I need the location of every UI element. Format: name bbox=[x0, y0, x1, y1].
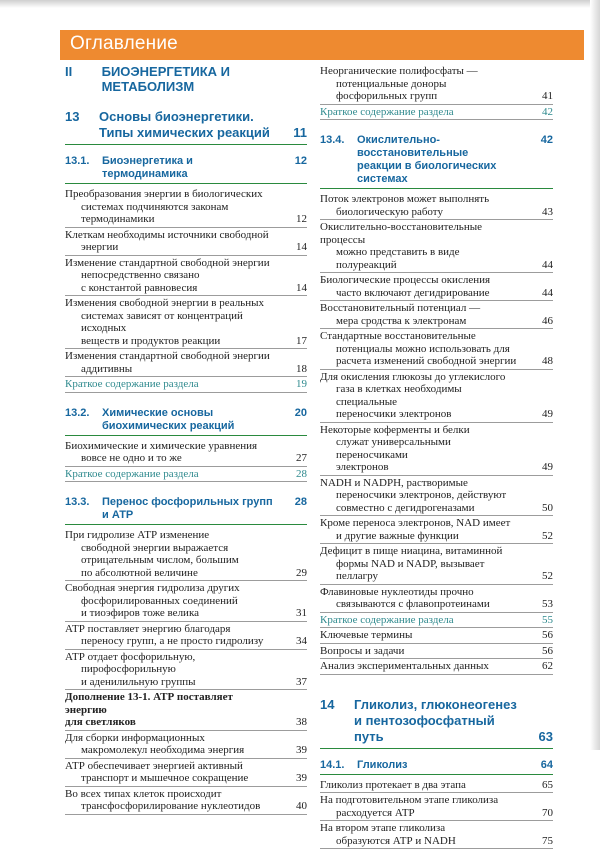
toc-entry[interactable] bbox=[320, 659, 553, 675]
entry-page: 75 bbox=[527, 835, 553, 848]
toc-entry[interactable] bbox=[320, 301, 553, 329]
section-title bbox=[102, 407, 279, 433]
entry-text bbox=[65, 788, 281, 813]
section-14-1-heading[interactable] bbox=[320, 759, 553, 775]
section-page: 12 bbox=[295, 155, 307, 168]
entry-text bbox=[320, 424, 527, 474]
entry-line: расходуется АТР bbox=[320, 807, 519, 820]
section-summary-link[interactable] bbox=[320, 105, 553, 121]
entry-text bbox=[65, 350, 281, 375]
entry-line: аддитивны bbox=[65, 363, 273, 376]
section-page: 42 bbox=[541, 134, 553, 147]
page-right-shadow bbox=[590, 0, 600, 750]
entry-text bbox=[65, 651, 281, 689]
toc-entry[interactable] bbox=[320, 370, 553, 423]
entry-line: служат универсальными переносчиками bbox=[320, 436, 519, 461]
entry-text bbox=[320, 794, 527, 819]
entry-line: свободной энергии выражается bbox=[65, 542, 273, 555]
entry-line: с константой равновесия bbox=[65, 282, 273, 295]
entry-line: и другие важные функции bbox=[320, 530, 519, 543]
entry-page: 56 bbox=[527, 645, 553, 658]
entry-line: Поток электронов может выполнять bbox=[320, 193, 519, 206]
summary-page: 28 bbox=[281, 468, 307, 481]
toc-entry[interactable] bbox=[320, 476, 553, 517]
entry-line: по абсолютной величине bbox=[65, 567, 273, 580]
section-13-2-heading[interactable] bbox=[65, 407, 307, 436]
chapter-page: 11 bbox=[293, 125, 307, 140]
entry-text bbox=[320, 65, 527, 103]
entry-line: Ключевые термины bbox=[320, 629, 519, 642]
entry-line: часто включают дегидрирование bbox=[320, 287, 519, 300]
toc-entry[interactable] bbox=[65, 581, 307, 622]
entry-text bbox=[320, 371, 527, 421]
entry-text bbox=[320, 477, 527, 515]
entry-line: NADH и NADPH, растворимые bbox=[320, 477, 519, 490]
entry-line: расчета изменений свободной энергии bbox=[320, 355, 519, 368]
entry-line: Биологические процессы окисления bbox=[320, 274, 519, 287]
summary-page: 19 bbox=[281, 378, 307, 391]
entry-line: непосредственно связано bbox=[65, 269, 273, 282]
entry-page: 48 bbox=[527, 355, 553, 368]
entry-line: На втором этапе гликолиза bbox=[320, 822, 519, 835]
entry-line: Во всех типах клеток происходит bbox=[65, 788, 273, 801]
entry-text bbox=[65, 760, 281, 785]
chapter-number: 14 bbox=[320, 697, 334, 712]
entry-line: газа в клетках необходимы специальные bbox=[320, 383, 519, 408]
entry-line: потенциальные доноры bbox=[320, 78, 519, 91]
part-heading[interactable] bbox=[65, 64, 307, 94]
entry-line: Для окисления глюкозы до углекислого bbox=[320, 371, 519, 384]
box-13-1-entry bbox=[65, 690, 307, 731]
entry-page: 41 bbox=[527, 90, 553, 103]
entry-page: 39 bbox=[281, 772, 307, 785]
entry-page: 27 bbox=[281, 452, 307, 465]
entry-page: 52 bbox=[527, 570, 553, 583]
entry-line: фосфорильных групп bbox=[320, 90, 519, 103]
entry-line: системах зависят от концентраций исходных bbox=[65, 310, 273, 335]
chapter-title bbox=[354, 697, 521, 745]
entry-line: системах подчиняются законам bbox=[65, 201, 273, 214]
summary-label: Краткое содержание раздела bbox=[65, 468, 281, 481]
entry-page: 38 bbox=[281, 716, 307, 729]
section-title bbox=[357, 134, 525, 186]
toc-entry[interactable] bbox=[65, 528, 307, 581]
toc-entry[interactable] bbox=[320, 821, 553, 849]
entry-page: 39 bbox=[281, 744, 307, 757]
entry-line: Восстановительный потенциал — bbox=[320, 302, 519, 315]
entry-text bbox=[320, 221, 527, 271]
chapter-title-line: и пентозофосфатный путь bbox=[354, 713, 521, 745]
chapter-title bbox=[99, 109, 275, 141]
entry-text bbox=[320, 330, 527, 368]
entry-page: 14 bbox=[281, 241, 307, 254]
toc-entry[interactable] bbox=[65, 439, 307, 467]
section-number: 14.1. bbox=[320, 759, 344, 772]
entry-text bbox=[320, 302, 527, 327]
entry-line: можно представить в виде полуреакций bbox=[320, 246, 519, 271]
entry-line: Вопросы и задачи bbox=[320, 645, 519, 658]
entry-line: трансфосфорилирование нуклеотидов bbox=[65, 800, 273, 813]
entry-page: 65 bbox=[527, 779, 553, 792]
entry-page: 14 bbox=[281, 282, 307, 295]
entry-line: На подготовительном этапе гликолиза bbox=[320, 794, 519, 807]
section-summary-link[interactable] bbox=[320, 613, 553, 629]
entry-line: транспорт и мышечное сокращение bbox=[65, 772, 273, 785]
section-number: 13.4. bbox=[320, 134, 344, 147]
entry-line: Изменения свободной энергии в реальных bbox=[65, 297, 273, 310]
entry-text bbox=[320, 193, 527, 218]
toc-entry[interactable] bbox=[320, 516, 553, 544]
entry-line: Стандартные восстановительные bbox=[320, 330, 519, 343]
entry-text bbox=[320, 660, 527, 673]
section-title-line: Химические основы bbox=[102, 407, 279, 420]
toc-entry[interactable] bbox=[65, 228, 307, 256]
entry-line: пирофосфорильную bbox=[65, 663, 273, 676]
entry-line: термодинамики bbox=[65, 213, 273, 226]
entry-text bbox=[320, 645, 527, 658]
toc-entry[interactable] bbox=[320, 628, 553, 644]
entry-line: фосфорилированных соединений bbox=[65, 595, 273, 608]
toc-entry[interactable] bbox=[320, 644, 553, 660]
toc-entry[interactable] bbox=[320, 585, 553, 613]
chapter-title-line: Основы биоэнергетики. bbox=[99, 109, 275, 125]
section-14-1-entries bbox=[320, 778, 553, 849]
entry-text bbox=[65, 582, 281, 620]
entry-line: Гликолиз протекает в два этапа bbox=[320, 779, 519, 792]
section-13-3-entries-continued bbox=[65, 731, 307, 815]
entry-text bbox=[65, 297, 281, 347]
entry-line: переносу групп, а не просто гидролизу bbox=[65, 635, 273, 648]
chapter-13-heading[interactable] bbox=[65, 109, 307, 145]
entry-page: 37 bbox=[281, 676, 307, 689]
entry-text bbox=[65, 440, 281, 465]
entry-line: Некоторые коферменты и белки bbox=[320, 424, 519, 437]
entry-line: переносчики электронов bbox=[320, 408, 519, 421]
entry-text bbox=[320, 629, 527, 642]
entry-text bbox=[65, 691, 281, 729]
entry-page: 52 bbox=[527, 530, 553, 543]
toc-entry[interactable] bbox=[65, 787, 307, 815]
entry-text bbox=[65, 732, 281, 757]
section-number: 13.1. bbox=[65, 155, 89, 168]
toc-entry[interactable] bbox=[65, 256, 307, 297]
chapter-page: 63 bbox=[539, 729, 553, 744]
entry-line: энергии bbox=[65, 241, 273, 254]
entry-line: Свободная энергия гидролиза других bbox=[65, 582, 273, 595]
toc-entry[interactable] bbox=[65, 349, 307, 377]
entry-line: Для сборки информационных bbox=[65, 732, 273, 745]
section-13-4-entries bbox=[320, 192, 553, 613]
entry-line: веществ и продуктов реакции bbox=[65, 335, 273, 348]
section-title-line: Окислительно-восстановительные bbox=[357, 134, 525, 160]
section-title: Гликолиз bbox=[357, 759, 525, 772]
section-13-2-entries bbox=[65, 439, 307, 467]
entry-text bbox=[65, 529, 281, 579]
entry-line: совместно с дегидрогеназами bbox=[320, 502, 519, 515]
entry-text bbox=[65, 229, 281, 254]
continued-entries bbox=[320, 64, 553, 105]
entry-line: и аденилильную группы bbox=[65, 676, 273, 689]
chapter-title-line: Гликолиз, глюконеогенез bbox=[354, 697, 521, 713]
entry-line: Анализ экспериментальных данных bbox=[320, 660, 519, 673]
entry-text bbox=[65, 257, 281, 295]
entry-line: отрицательным числом, большим bbox=[65, 554, 273, 567]
section-number: 13.3. bbox=[65, 496, 89, 509]
entry-line: Клеткам необходимы источники свободной bbox=[65, 229, 273, 242]
entry-line: АТР поставляет энергию благодаря bbox=[65, 623, 273, 636]
entry-page: 17 bbox=[281, 335, 307, 348]
toc-entry[interactable] bbox=[65, 731, 307, 759]
entry-page: 44 bbox=[527, 287, 553, 300]
part-number: II bbox=[65, 64, 102, 94]
toc-entry[interactable] bbox=[320, 423, 553, 476]
entry-line: Дефицит в пище ниацина, витаминной bbox=[320, 545, 519, 558]
toc-title: Оглавление bbox=[70, 33, 178, 55]
toc-entry[interactable] bbox=[320, 329, 553, 370]
entry-line: АТР отдает фосфорильную, bbox=[65, 651, 273, 664]
section-summary-link[interactable] bbox=[65, 377, 307, 393]
entry-line: Изменение стандартной свободной энергии bbox=[65, 257, 273, 270]
toc-entry[interactable] bbox=[65, 296, 307, 349]
entry-page: 56 bbox=[527, 629, 553, 642]
entry-line: При гидролизе АТР изменение bbox=[65, 529, 273, 542]
section-page: 64 bbox=[541, 759, 553, 772]
chapter-14-heading[interactable] bbox=[320, 697, 553, 749]
toc-entry[interactable] bbox=[320, 778, 553, 794]
entry-text bbox=[320, 517, 527, 542]
entry-line: Флавиновые нуклеотиды прочно bbox=[320, 586, 519, 599]
entry-text bbox=[320, 822, 527, 847]
summary-page: 55 bbox=[527, 614, 553, 627]
right-column bbox=[320, 64, 553, 849]
section-13-3-entries bbox=[65, 528, 307, 690]
section-title-line: Перенос фосфорильных групп bbox=[102, 496, 279, 509]
entry-line: Дополнение 13-1. АТР поставляет энергию bbox=[65, 691, 273, 716]
section-number: 13.2. bbox=[65, 407, 89, 420]
entry-line: макромолекул необходима энергия bbox=[65, 744, 273, 757]
entry-line: биологическую работу bbox=[320, 206, 519, 219]
section-13-1-entries bbox=[65, 187, 307, 377]
toc-banner bbox=[60, 30, 584, 60]
entry-line: и тиоэфиров тоже велика bbox=[65, 607, 273, 620]
entry-page: 18 bbox=[281, 363, 307, 376]
entry-line: Кроме переноса электронов, NAD имеет bbox=[320, 517, 519, 530]
toc-entry[interactable] bbox=[65, 759, 307, 787]
toc-entry[interactable] bbox=[320, 793, 553, 821]
section-title-line: реакции в биологических системах bbox=[357, 160, 525, 186]
entry-line: Окислительно-восстановительные процессы bbox=[320, 221, 519, 246]
entry-page: 70 bbox=[527, 807, 553, 820]
entry-line: вовсе не одно и то же bbox=[65, 452, 273, 465]
summary-page: 42 bbox=[527, 106, 553, 119]
page-top-shadow bbox=[0, 0, 600, 8]
toc-entry[interactable] bbox=[65, 650, 307, 691]
entry-line: переносчики электронов, действуют bbox=[320, 489, 519, 502]
section-13-4-heading[interactable] bbox=[320, 134, 553, 189]
chapter-title-line: Типы химических реакций bbox=[99, 125, 275, 141]
summary-label: Краткое содержание раздела bbox=[320, 106, 527, 119]
summary-label: Краткое содержание раздела bbox=[320, 614, 527, 627]
toc-entry[interactable] bbox=[320, 273, 553, 301]
part-title: БИОЭНЕРГЕТИКА И МЕТАБОЛИЗМ bbox=[102, 64, 307, 94]
summary-label: Краткое содержание раздела bbox=[65, 378, 281, 391]
section-title bbox=[102, 496, 279, 522]
entry-line: мера сродства к электронам bbox=[320, 315, 519, 328]
entry-page: 12 bbox=[281, 213, 307, 226]
section-13-3-heading[interactable] bbox=[65, 496, 307, 525]
section-summary-link[interactable] bbox=[65, 467, 307, 483]
entry-page: 53 bbox=[527, 598, 553, 611]
entry-text bbox=[65, 623, 281, 648]
chapter-number: 13 bbox=[65, 109, 79, 124]
entry-line: образуются АТР и NADH bbox=[320, 835, 519, 848]
entry-line: связываются с флавопротеинами bbox=[320, 598, 519, 611]
entry-text bbox=[320, 274, 527, 299]
entry-text bbox=[320, 586, 527, 611]
toc-entry[interactable] bbox=[65, 187, 307, 228]
toc-entry[interactable] bbox=[320, 192, 553, 220]
entry-line: АТР обеспечивает энергией активный bbox=[65, 760, 273, 773]
entry-line: Преобразования энергии в биологических bbox=[65, 188, 273, 201]
entry-line: потенциалы можно использовать для bbox=[320, 343, 519, 356]
toc-entry[interactable] bbox=[320, 64, 553, 105]
entry-line: электронов bbox=[320, 461, 519, 474]
entry-line: формы NAD и NADP, вызывает пеллагру bbox=[320, 558, 519, 583]
section-13-1-heading[interactable] bbox=[65, 155, 307, 184]
section-title-line: и АТР bbox=[102, 509, 279, 522]
entry-line: Биохимические и химические уравнения bbox=[65, 440, 273, 453]
section-page: 20 bbox=[295, 407, 307, 420]
section-page: 28 bbox=[295, 496, 307, 509]
entry-page: 34 bbox=[281, 635, 307, 648]
entry-line: Неорганические полифосфаты — bbox=[320, 65, 519, 78]
entry-page: 40 bbox=[281, 800, 307, 813]
entry-text bbox=[320, 545, 527, 583]
entry-page: 49 bbox=[527, 408, 553, 421]
entry-page: 43 bbox=[527, 206, 553, 219]
section-title-line: биохимических реакций bbox=[102, 420, 279, 433]
entry-text bbox=[65, 188, 281, 226]
entry-line: Изменения стандартной свободной энергии bbox=[65, 350, 273, 363]
entry-page: 31 bbox=[281, 607, 307, 620]
entry-page: 44 bbox=[527, 259, 553, 272]
entry-page: 50 bbox=[527, 502, 553, 515]
toc-entry[interactable] bbox=[320, 544, 553, 585]
entry-page: 29 bbox=[281, 567, 307, 580]
entry-text bbox=[320, 779, 527, 792]
entry-page: 46 bbox=[527, 315, 553, 328]
entry-page: 49 bbox=[527, 461, 553, 474]
left-column bbox=[65, 64, 307, 815]
entry-line: для светляков bbox=[65, 716, 273, 729]
entry-page: 62 bbox=[527, 660, 553, 673]
toc-entry[interactable] bbox=[65, 622, 307, 650]
chapter-end-entries bbox=[320, 628, 553, 675]
section-title: Биоэнергетика и термодинамика bbox=[102, 155, 279, 181]
toc-entry[interactable] bbox=[320, 220, 553, 273]
box-entry[interactable] bbox=[65, 690, 307, 731]
